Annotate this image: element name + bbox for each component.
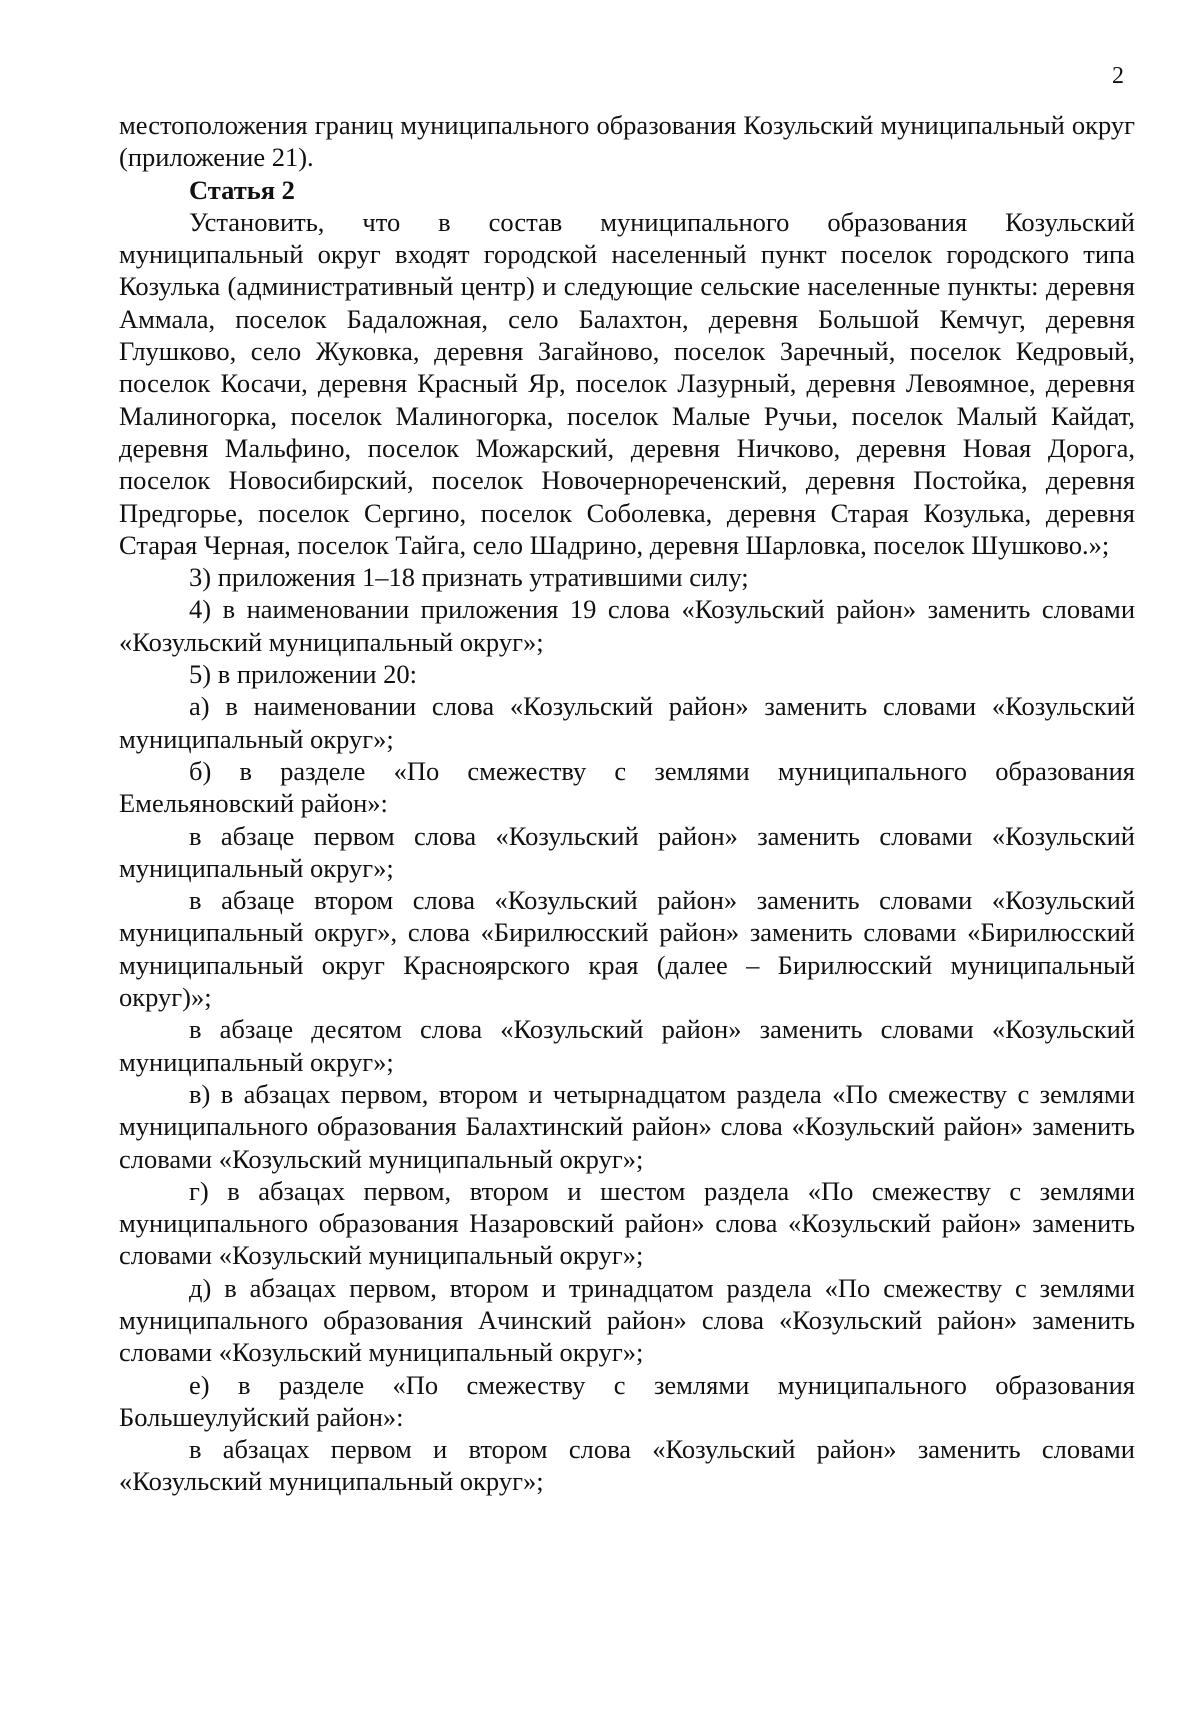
paragraph-item-4: 4) в наименовании приложения 19 слова «Козульский район» заменить словами «Козульский муниципальный округ»;: [119, 594, 1135, 657]
paragraph-e-first-second: в абзацах первом и втором слова «Козульский район» заменить словами «Козульский муниципальный округ»;: [119, 1434, 1135, 1497]
paragraph-b-tenth: в абзаце десятом слова «Козульский район» заменить словами «Козульский муниципальный округ»;: [119, 1014, 1135, 1077]
paragraph-subitem-a: а) в наименовании слова «Козульский район» заменить словами «Козульский муниципальный округ»;: [119, 691, 1135, 754]
document-body: [119, 109, 1135, 1498]
paragraph-subitem-b: б) в разделе «По смежеству с землями муниципального образования Емельяновский район»:: [119, 755, 1135, 819]
paragraph-subitem-g: г) в абзацах первом, втором и шестом раздела «По смежеству с землями муниципального образования Назаровский район» слова «Козульский район» заменить словами «Козульский муниципальный округ»;: [119, 1175, 1135, 1271]
paragraph-item-5: 5) в приложении 20:: [189, 659, 418, 690]
paragraph-subitem-d: д) в абзацах первом, втором и тринадцатом раздела «По смежеству с землями муниципального образования Ачинский район» слова «Козульский район» заменить словами «Козульский муниципальный округ»;: [119, 1272, 1135, 1368]
paragraph-settlements: Установить, что в состав муниципального образования Козульский муниципальный округ входят городской населенный пункт поселок городского типа Козулька (административный центр) и следующие сельские населенные пункты: деревня Аммала, поселок Бадаложная, село Балахтон, деревня Большой Кемчуг, деревня Глушково, село Жуковка, деревня Загайново, поселок Заречный, поселок Кедровый, поселок Косачи, деревня Красный Яр, поселок Лазурный, деревня Левоямное, деревня Малиногорка, поселок Малиногорка, поселок Малые Ручьи, поселок Малый Кайдат, деревня Мальфино, поселок Можарский, деревня Ничково, деревня Новая Дорога, поселок Новосибирский, поселок Новочернореченский, деревня Постойка, деревня Предгорье, поселок Сергино, поселок Соболевка, деревня Старая Козулька, деревня Старая Черная, поселок Тайга, село Шадрино, деревня Шарловка, поселок Шушково.»;: [119, 206, 1135, 560]
page-number: 2: [1112, 63, 1124, 89]
paragraph-b-second: в абзаце втором слова «Козульский район» заменить словами «Козульский муниципальный округ», слова «Бирилюсский район» заменить словами «Бирилюсский муниципальный округ Красноярского края (далее – Бирилюсский муниципальный округ)»;: [119, 885, 1135, 1013]
paragraph-b-first: в абзаце первом слова «Козульский район» заменить словами «Козульский муниципальный округ»;: [119, 820, 1135, 883]
paragraph-subitem-e: е) в разделе «По смежеству с землями муниципального образования Большеулуйский район»:: [119, 1369, 1135, 1432]
paragraph-subitem-v: в) в абзацах первом, втором и четырнадцатом раздела «По смежеству с землями муниципального образования Балахтинский район» слова «Козульский район» заменить словами «Козульский муниципальный округ»;: [119, 1078, 1135, 1174]
paragraph-continuation: местоположения границ муниципального образования Козульский муниципальный округ (приложение 21).: [119, 110, 1135, 173]
paragraph-item-3: 3) приложения 1–18 признать утратившими силу;: [189, 562, 749, 593]
article-heading: Статья 2: [189, 174, 295, 205]
